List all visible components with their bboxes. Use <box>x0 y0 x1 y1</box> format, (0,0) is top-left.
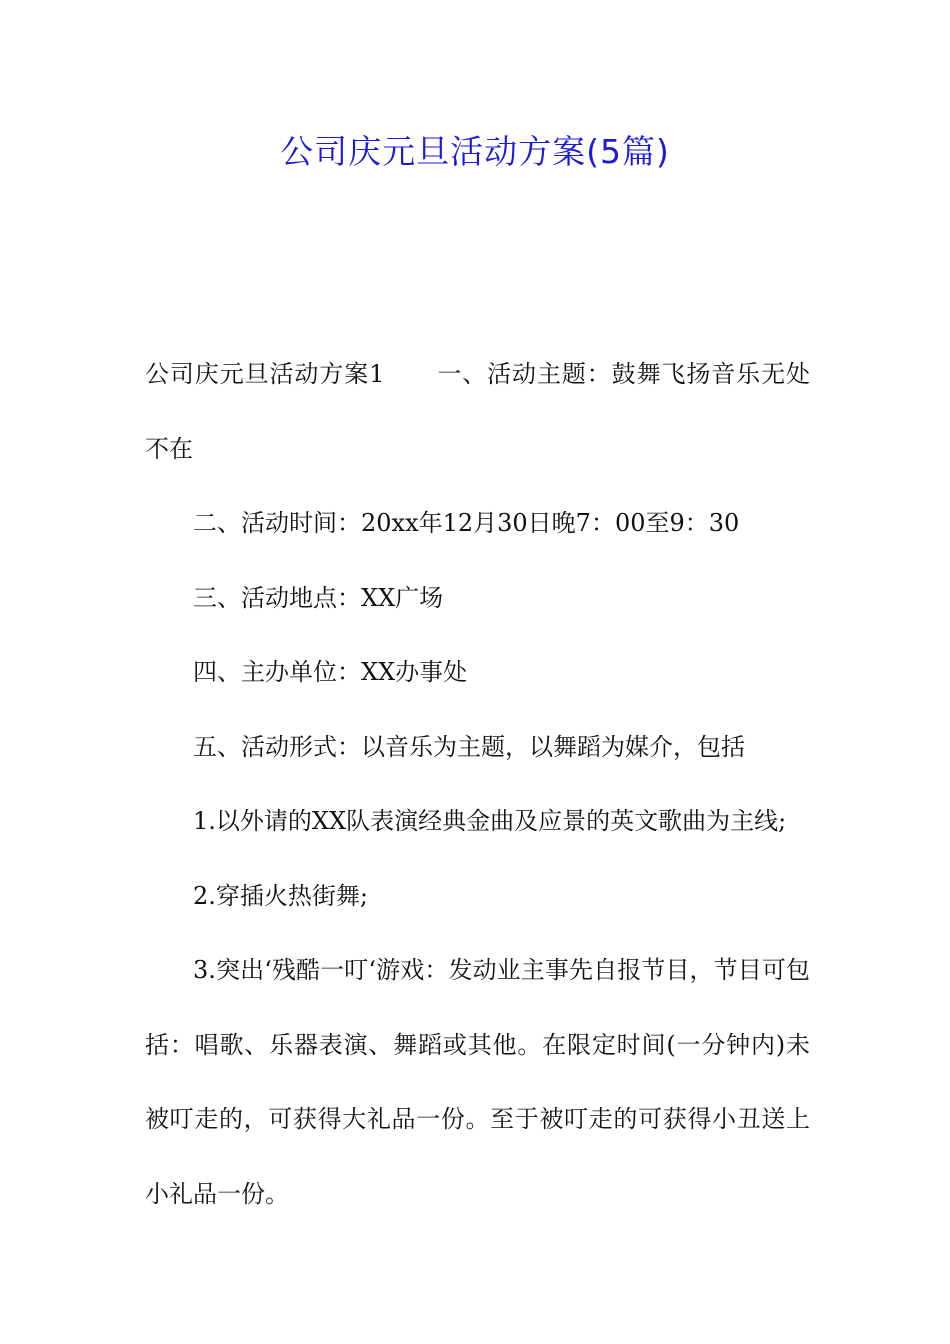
paragraph-time: 二、活动时间：20xx年12月30日晚7：00至9：30 <box>193 509 740 537</box>
paragraph-location: 三、活动地点：XX广场 <box>193 583 444 612</box>
document-body <box>145 337 810 1231</box>
paragraph-organizer: 四、主办单位：XX办事处 <box>193 658 468 686</box>
paragraph-item-1: 1.以外请的XX队表演经典金曲及应景的英文歌曲为主线; <box>193 807 787 835</box>
section-heading: 公司庆元旦活动方案1 <box>145 360 385 388</box>
paragraph-first <box>145 337 810 486</box>
paragraph-item-2: 2.穿插火热街舞; <box>193 881 368 910</box>
document-title: 公司庆元旦活动方案(5篇) <box>280 132 670 171</box>
activity-theme: 一、活动主题：鼓舞飞扬音乐无处不在 <box>145 360 810 463</box>
paragraph-item-3: 3.突出‘残酷一叮‘游戏：发动业主事先自报节目，节目可包括：唱歌、乐器表演、舞蹈或其他。在限定时间(一分钟内)未被叮走的，可获得大礼品一份。至于被叮走的可获得小丑送上小礼品一份。 <box>145 956 810 1208</box>
paragraph-format: 五、活动形式：以音乐为主题，以舞蹈为媒介，包括 <box>193 732 745 761</box>
